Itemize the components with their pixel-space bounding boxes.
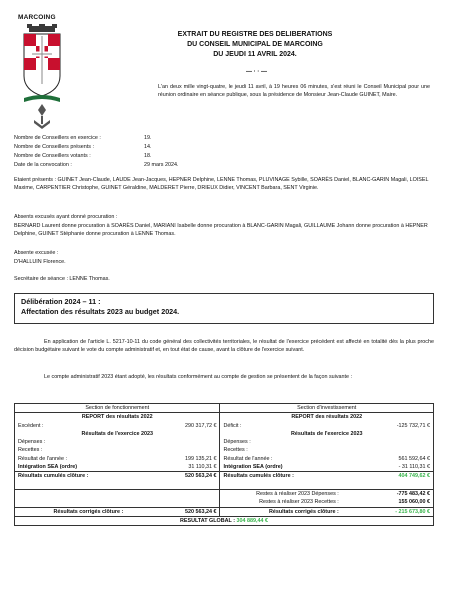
town-name: MARCOING xyxy=(18,14,56,21)
invest-corriges: - 215 673,80 € xyxy=(342,507,434,516)
integration-label: Intégration SEA (ordre) xyxy=(220,463,342,472)
cumules-label: Résultats cumulés clôture : xyxy=(15,472,127,481)
fonct-resultats-title: Résultats de l'exercice 2023 xyxy=(15,430,220,438)
count-value: 29 mars 2024. xyxy=(144,162,179,168)
table-row xyxy=(15,422,434,430)
fonct-corriges: 520 563,24 € xyxy=(126,507,220,516)
global-label: RESULTAT GLOBAL : xyxy=(180,517,235,524)
table-row xyxy=(15,507,434,516)
table-row xyxy=(15,446,434,454)
count-row xyxy=(14,152,152,161)
depenses-label: Dépenses : xyxy=(15,438,127,446)
corriges-label: Résultats corrigés clôture : xyxy=(15,507,127,516)
rar-depenses-label: Restes à réaliser 2023 Dépenses : xyxy=(220,489,342,498)
invest-section-title: Section d'investissement xyxy=(220,404,434,413)
header-line-2: DU CONSEIL MUNICIPAL DE MARCOING xyxy=(187,41,323,48)
absent-title: Absents excusés ayant donné procuration : xyxy=(14,214,118,220)
invest-report-title: REPORT des résultats 2022 xyxy=(220,413,434,422)
excused-title: Absente excusée : xyxy=(14,250,59,256)
invest-resultat-annee: 561 592,64 € xyxy=(342,455,434,463)
table-row xyxy=(15,413,434,422)
count-value: 14. xyxy=(144,144,152,150)
integration-label: Intégration SEA (ordre) xyxy=(15,463,127,472)
table-row xyxy=(15,438,434,446)
deficit-label: Déficit : xyxy=(220,422,342,430)
fonct-resultat-annee: 199 135,21 € xyxy=(126,455,220,463)
table-row xyxy=(15,463,434,472)
count-label: Nombre de Conseillers présents : xyxy=(14,144,94,150)
rar-depenses-value: -775 483,42 € xyxy=(342,489,434,498)
global-value: 304 889,44 € xyxy=(236,517,268,524)
resultat-annee-label: Résultat de l'année : xyxy=(220,455,342,463)
fonct-cumules: 520 563,24 € xyxy=(126,472,220,481)
paragraph-2: Le compte administratif 2023 étant adopté, les résultats conformément au compte de gestion se présentent de la façon suivante : xyxy=(44,374,353,380)
count-label: Nombre de Conseillers en exercice : xyxy=(14,135,101,141)
intro-paragraph: L'an deux mille vingt-quatre, le jeudi 11 avril, à 19 heures 06 minutes, s'est réuni le Conseil Municipal pour une réunion ordinaire en séance publique, sous la présidence de Monsieur Jean-Claude GUINET, Maire. xyxy=(158,84,430,99)
deliberation-subject: Affectation des résultats 2023 au budget 2024. xyxy=(21,307,180,316)
paragraph-1: En application de l'article L. 5217-10-11 du code général des collectivités territoriales, le résultat de l'exercice précédent est affecté en totalité dès la plus proche décision budgétaire suivant le vote du compte administratif et, en tout état de cause, avant la clôture de l'exercice suivant. xyxy=(14,339,434,354)
global-result xyxy=(15,516,434,525)
deliberation-box xyxy=(14,293,434,324)
header-separator: — · · — xyxy=(246,69,267,75)
count-label: Nombre de Conseillers votants : xyxy=(14,153,91,159)
corriges-label: Résultats corrigés clôture : xyxy=(220,507,342,516)
depenses-label: Dépenses : xyxy=(220,438,342,446)
deliberation-number: Délibération 2024 – 11 : xyxy=(21,297,101,306)
header-line-1: EXTRAIT DU REGISTRE DES DELIBERATIONS xyxy=(177,31,333,38)
table-row xyxy=(15,455,434,463)
count-value: 19. xyxy=(144,135,152,141)
present-members: Etaient présents : GUINET Jean-Claude, LAUDE Jean-Jacques, HEPNER Delphine, LENNE Thomas, PLUVINAGE Sybille, SOARÈS Daniel, BLANC-GARIN Magali, LOISEL Maxime, CARPENTIER Christophe, GUINET Géraldine, MALDERET Pierre, DRIEUX Didier, VINCENT Barbara, SENT Virginie. xyxy=(14,177,429,192)
invest-cumules: 404 749,62 € xyxy=(342,472,434,481)
invest-resultats-title: Résultats de l'exercice 2023 xyxy=(220,430,434,438)
fonct-integration: 31 110,31 € xyxy=(126,463,220,472)
recettes-label: Recettes : xyxy=(15,446,127,454)
excused-name: D'HALLUIN Florence. xyxy=(14,259,66,265)
table-row xyxy=(15,516,434,525)
recettes-label: Recettes : xyxy=(220,446,342,454)
count-value: 18. xyxy=(144,153,152,159)
invest-integration: - 31 110,31 € xyxy=(342,463,434,472)
count-row xyxy=(14,143,152,152)
deficit-value: -125 732,71 € xyxy=(342,422,434,430)
fonct-section-title: Section de fonctionnement xyxy=(15,404,220,413)
absent-list: BERNARD Laurent donne procuration à SOARÈS Daniel, MARIANI Isabelle donne procuration à BLANC-GARIN Magali, GUILLAUME Johann donne procuration à HEPNER Delphine, GUINET Stéphanie donne procuration à LENNE Thomas. xyxy=(14,223,428,238)
excedent-value: 290 317,72 € xyxy=(126,422,220,430)
count-row xyxy=(14,161,178,170)
count-label: Date de la convocation : xyxy=(14,162,72,168)
cumules-label: Résultats cumulés clôture : xyxy=(220,472,342,481)
table-row xyxy=(15,404,434,413)
secretary: Secrétaire de séance : LENNE Thomas. xyxy=(14,276,110,282)
count-row xyxy=(14,134,152,143)
coat-of-arms-icon xyxy=(20,24,64,134)
fonct-report-title: REPORT des résultats 2022 xyxy=(15,413,220,422)
table-row xyxy=(15,472,434,481)
table-row xyxy=(15,481,434,490)
table-row xyxy=(15,430,434,438)
header-line-3: DU JEUDI 11 AVRIL 2024. xyxy=(213,51,297,58)
table-row xyxy=(15,498,434,507)
table-row xyxy=(15,489,434,498)
rar-recettes-value: 155 060,00 € xyxy=(342,498,434,507)
rar-recettes-label: Restes à réaliser 2023 Recettes : xyxy=(220,498,342,507)
excedent-label: Excédent : xyxy=(15,422,127,430)
results-table xyxy=(14,403,434,526)
resultat-annee-label: Résultat de l'année : xyxy=(15,455,127,463)
